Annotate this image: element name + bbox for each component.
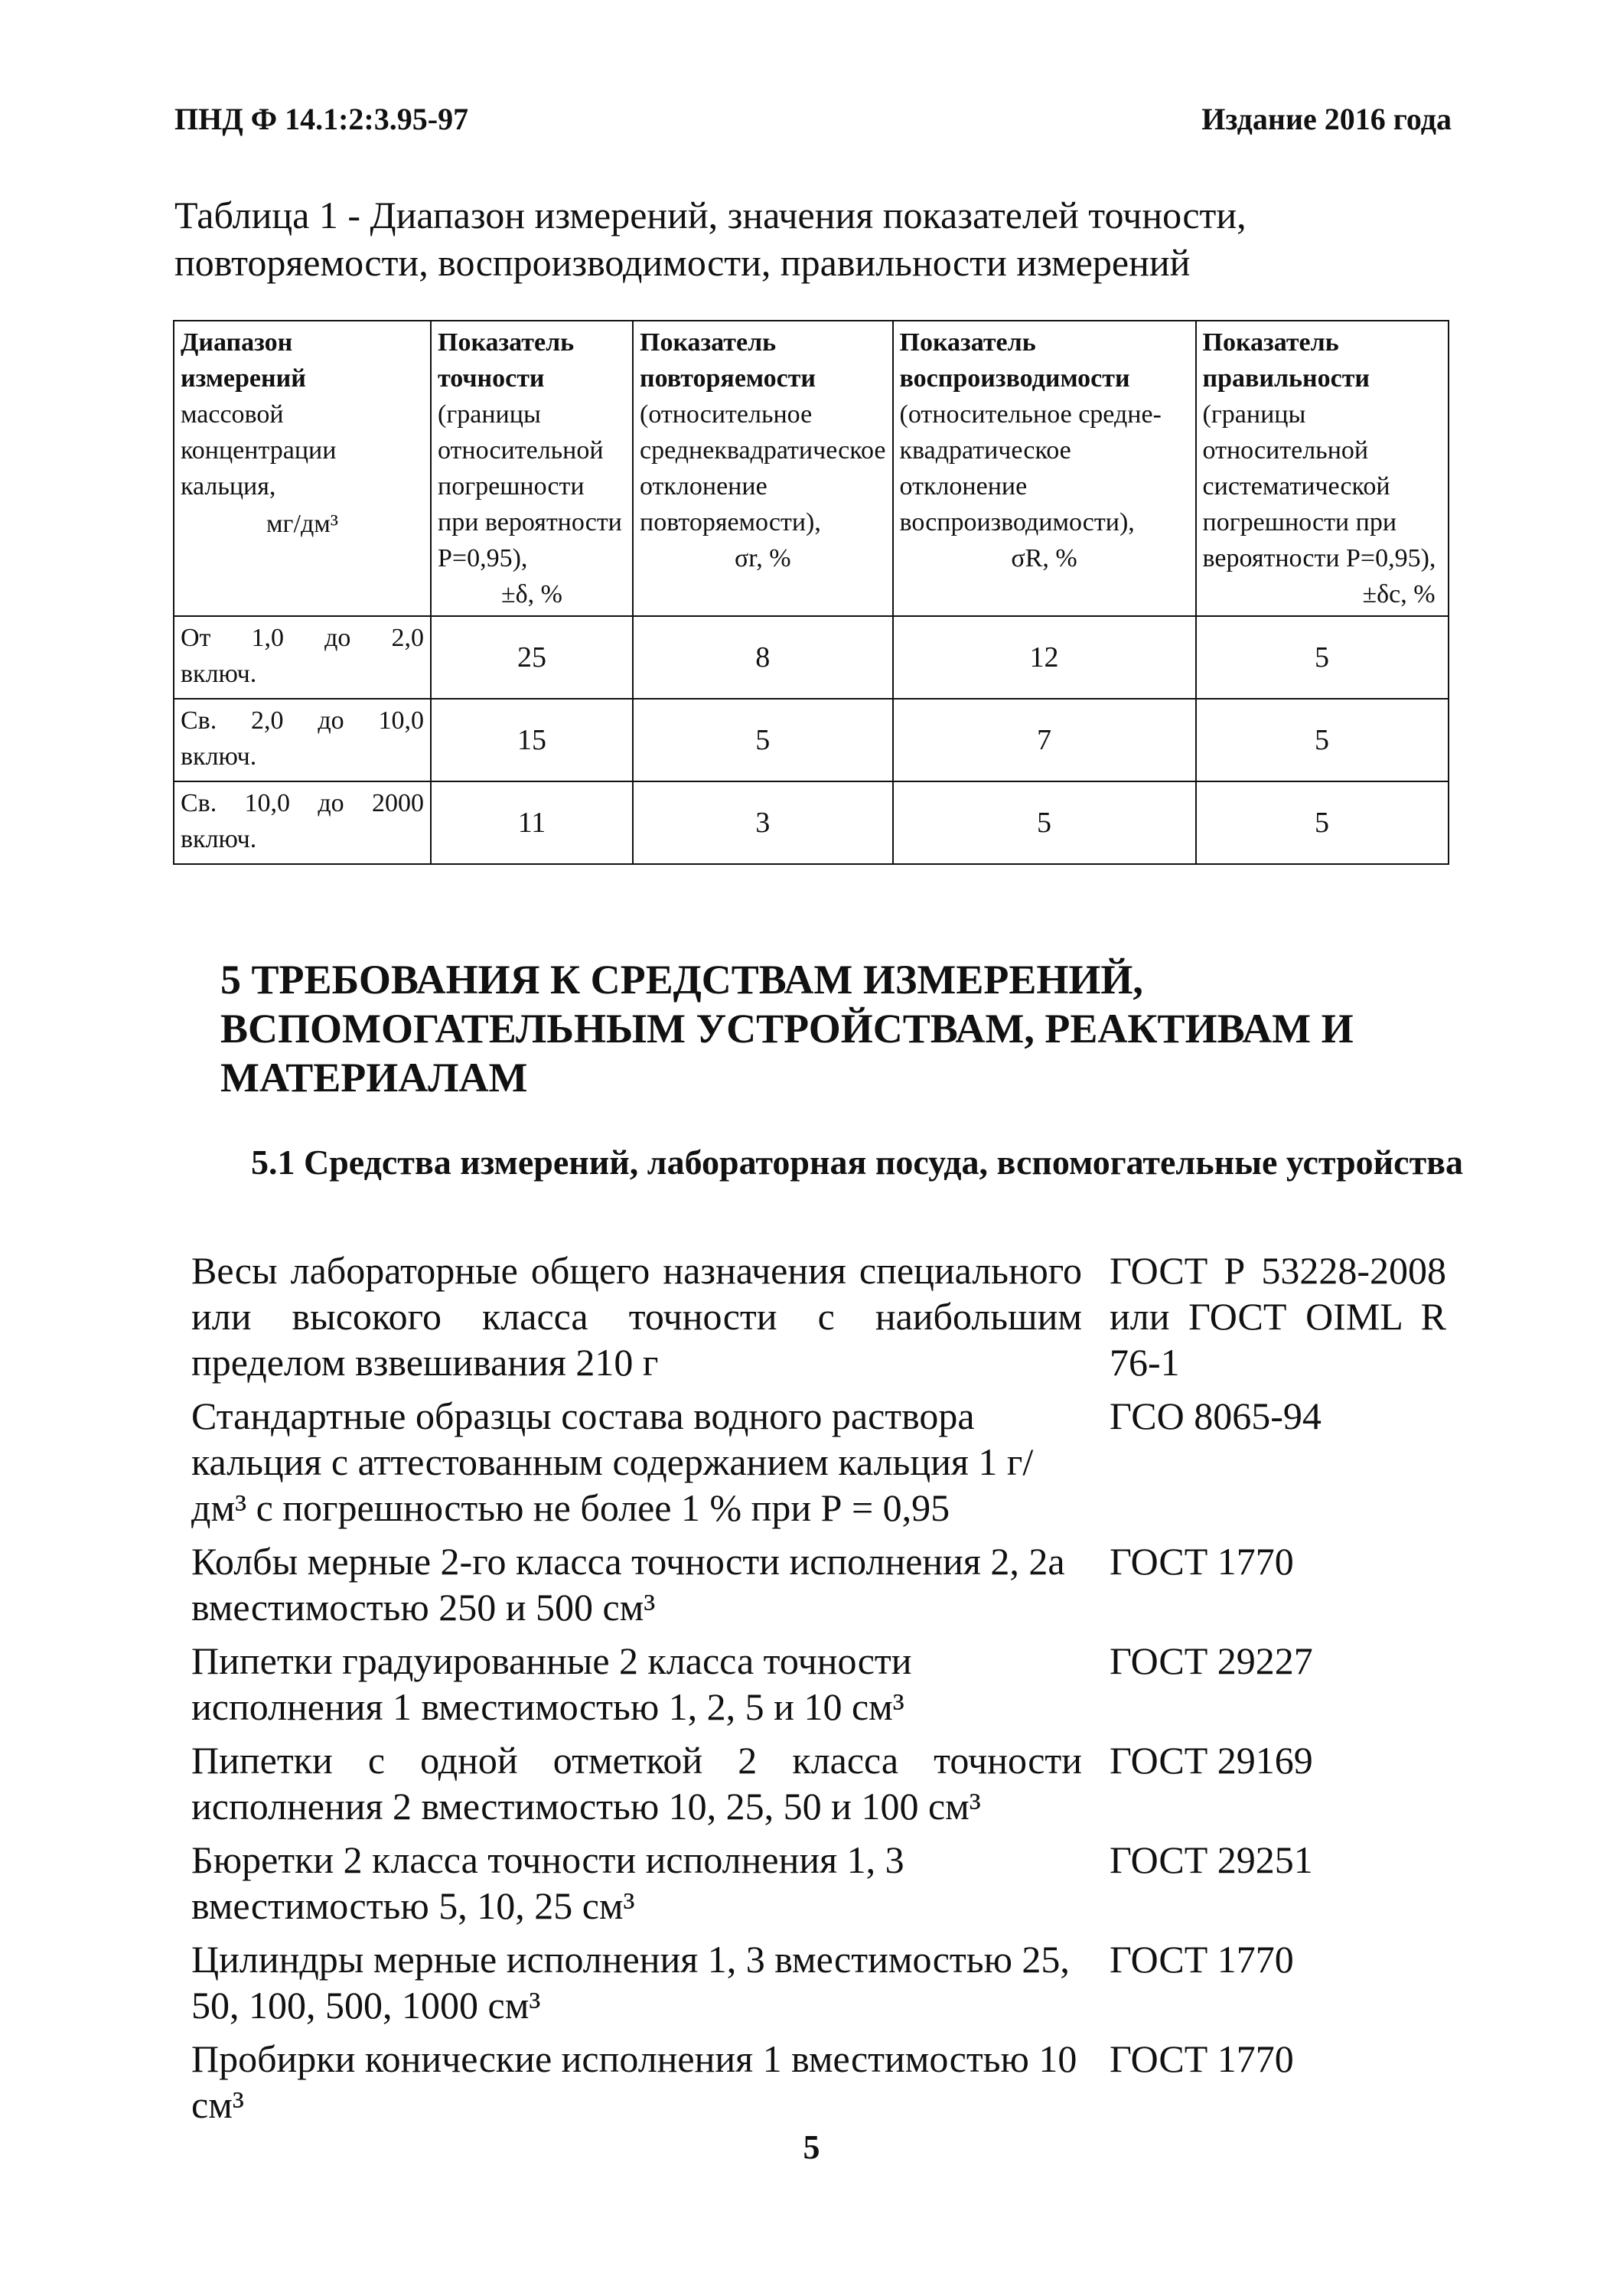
table-caption: Таблица 1 - Диапазон измерений, значения показателей точности, повторяемости, воспроизводимости, правильности измерений	[174, 194, 1247, 284]
equipment-name: Пипетки с одной отметкой 2 класса точности исполнения 2 вместимостью 10, 25, 50 и 100 см³	[191, 1739, 1082, 1828]
list-item	[191, 1936, 1446, 2028]
value-cell: 5	[1196, 616, 1449, 699]
equipment-standard: ГОСТ 29251	[1110, 1838, 1313, 1881]
range-cell: Св. 2,0 до 10,0 включ.	[174, 699, 431, 781]
value-cell: 25	[431, 616, 633, 699]
header-repeatability: Показатель повторяемости (относительное среднеквадратическое отклонение повторяемости), σr, %	[633, 321, 893, 616]
equipment-standard: ГОСТ 1770	[1110, 1540, 1294, 1583]
table-row	[174, 699, 1449, 781]
equipment-name: Пипетки градуированные 2 класса точности исполнения 1 вместимостью 1, 2, 5 и 10 см³	[191, 1639, 912, 1728]
equipment-name: Весы лабораторные общего назначения специального или высокого класса точности с наибольшим пределом взвешивания 210 г	[191, 1249, 1082, 1384]
range-cell: От 1,0 до 2,0 включ.	[174, 616, 431, 699]
value-cell: 12	[893, 616, 1196, 699]
value-cell: 7	[893, 699, 1196, 781]
equipment-name: Пробирки конические исполнения 1 вместимостью 10 см³	[191, 2037, 1077, 2126]
table-row	[174, 616, 1449, 699]
value-cell: 5	[633, 699, 893, 781]
header-reproducibility: Показатель воспроизводимости (относительное средне-квадратическое отклонение воспроизводимости), σR, %	[893, 321, 1196, 616]
equipment-list	[191, 1247, 1446, 2135]
equipment-standard: ГОСТ 1770	[1110, 1938, 1294, 1981]
equipment-standard: ГОСТ 29227	[1110, 1639, 1313, 1682]
table-row	[174, 781, 1449, 864]
list-item	[191, 1247, 1446, 1385]
list-item	[191, 1837, 1446, 1929]
measurement-table	[173, 320, 1449, 865]
edition-label: Издание 2016 года	[1201, 102, 1452, 136]
equipment-name: Колбы мерные 2-го класса точности исполнения 2, 2а вместимостью 250 и 500 см³	[191, 1540, 1065, 1629]
equipment-name: Цилиндры мерные исполнения 1, 3 вместимостью 25, 50, 100, 500, 1000 см³	[191, 1938, 1070, 2027]
list-item	[191, 1538, 1446, 1630]
value-cell: 5	[1196, 699, 1449, 781]
subsection-title: 5.1 Средства измерений, лабораторная посуда, вспомогательные устройства	[250, 1143, 1464, 1182]
equipment-name: Бюретки 2 класса точности исполнения 1, 3 вместимостью 5, 10, 25 см³	[191, 1838, 904, 1927]
doc-code: ПНД Ф 14.1:2:3.95-97	[174, 102, 469, 136]
value-cell: 11	[431, 781, 633, 864]
value-cell: 3	[633, 781, 893, 864]
equipment-standard: ГСО 8065-94	[1110, 1394, 1322, 1437]
value-cell: 8	[633, 616, 893, 699]
list-item	[191, 2036, 1446, 2128]
value-cell: 5	[1196, 781, 1449, 864]
header-accuracy: Показатель точности (границы относительной погрешности при вероятности Р=0,95), ±δ, %	[431, 321, 633, 616]
section-title: 5 ТРЕБОВАНИЯ К СРЕДСТВАМ ИЗМЕРЕНИЙ, ВСПОМОГАТЕЛЬНЫМ УСТРОЙСТВАМ, РЕАКТИВАМ И МАТЕРИАЛАМ	[220, 957, 1354, 1101]
list-item	[191, 1737, 1446, 1829]
equipment-standard: ГОСТ 1770	[1110, 2037, 1294, 2080]
value-cell: 5	[893, 781, 1196, 864]
list-item	[191, 1393, 1446, 1531]
list-item	[191, 1638, 1446, 1730]
range-cell: Св. 10,0 до 2000 включ.	[174, 781, 431, 864]
equipment-standard: ГОСТ 29169	[1110, 1739, 1313, 1782]
header-trueness: Показатель правильности (границы относительной систематической погрешности при вероятности Р=0,95), ±δс, %	[1196, 321, 1449, 616]
equipment-name: Стандартные образцы состава водного раствора кальция с аттестованным содержанием кальция 1 г/дм³ с погрешностью не более 1 % при Р = 0,95	[191, 1394, 1034, 1529]
header-range: Диапазон измерений массовой концентрации кальция, мг/дм³	[174, 321, 431, 616]
table-header-row	[174, 321, 1449, 616]
page-number: 5	[803, 2128, 820, 2166]
equipment-standard: ГОСТ Р 53228-2008 или ГОСТ OIML R 76-1	[1110, 1249, 1446, 1384]
value-cell: 15	[431, 699, 633, 781]
